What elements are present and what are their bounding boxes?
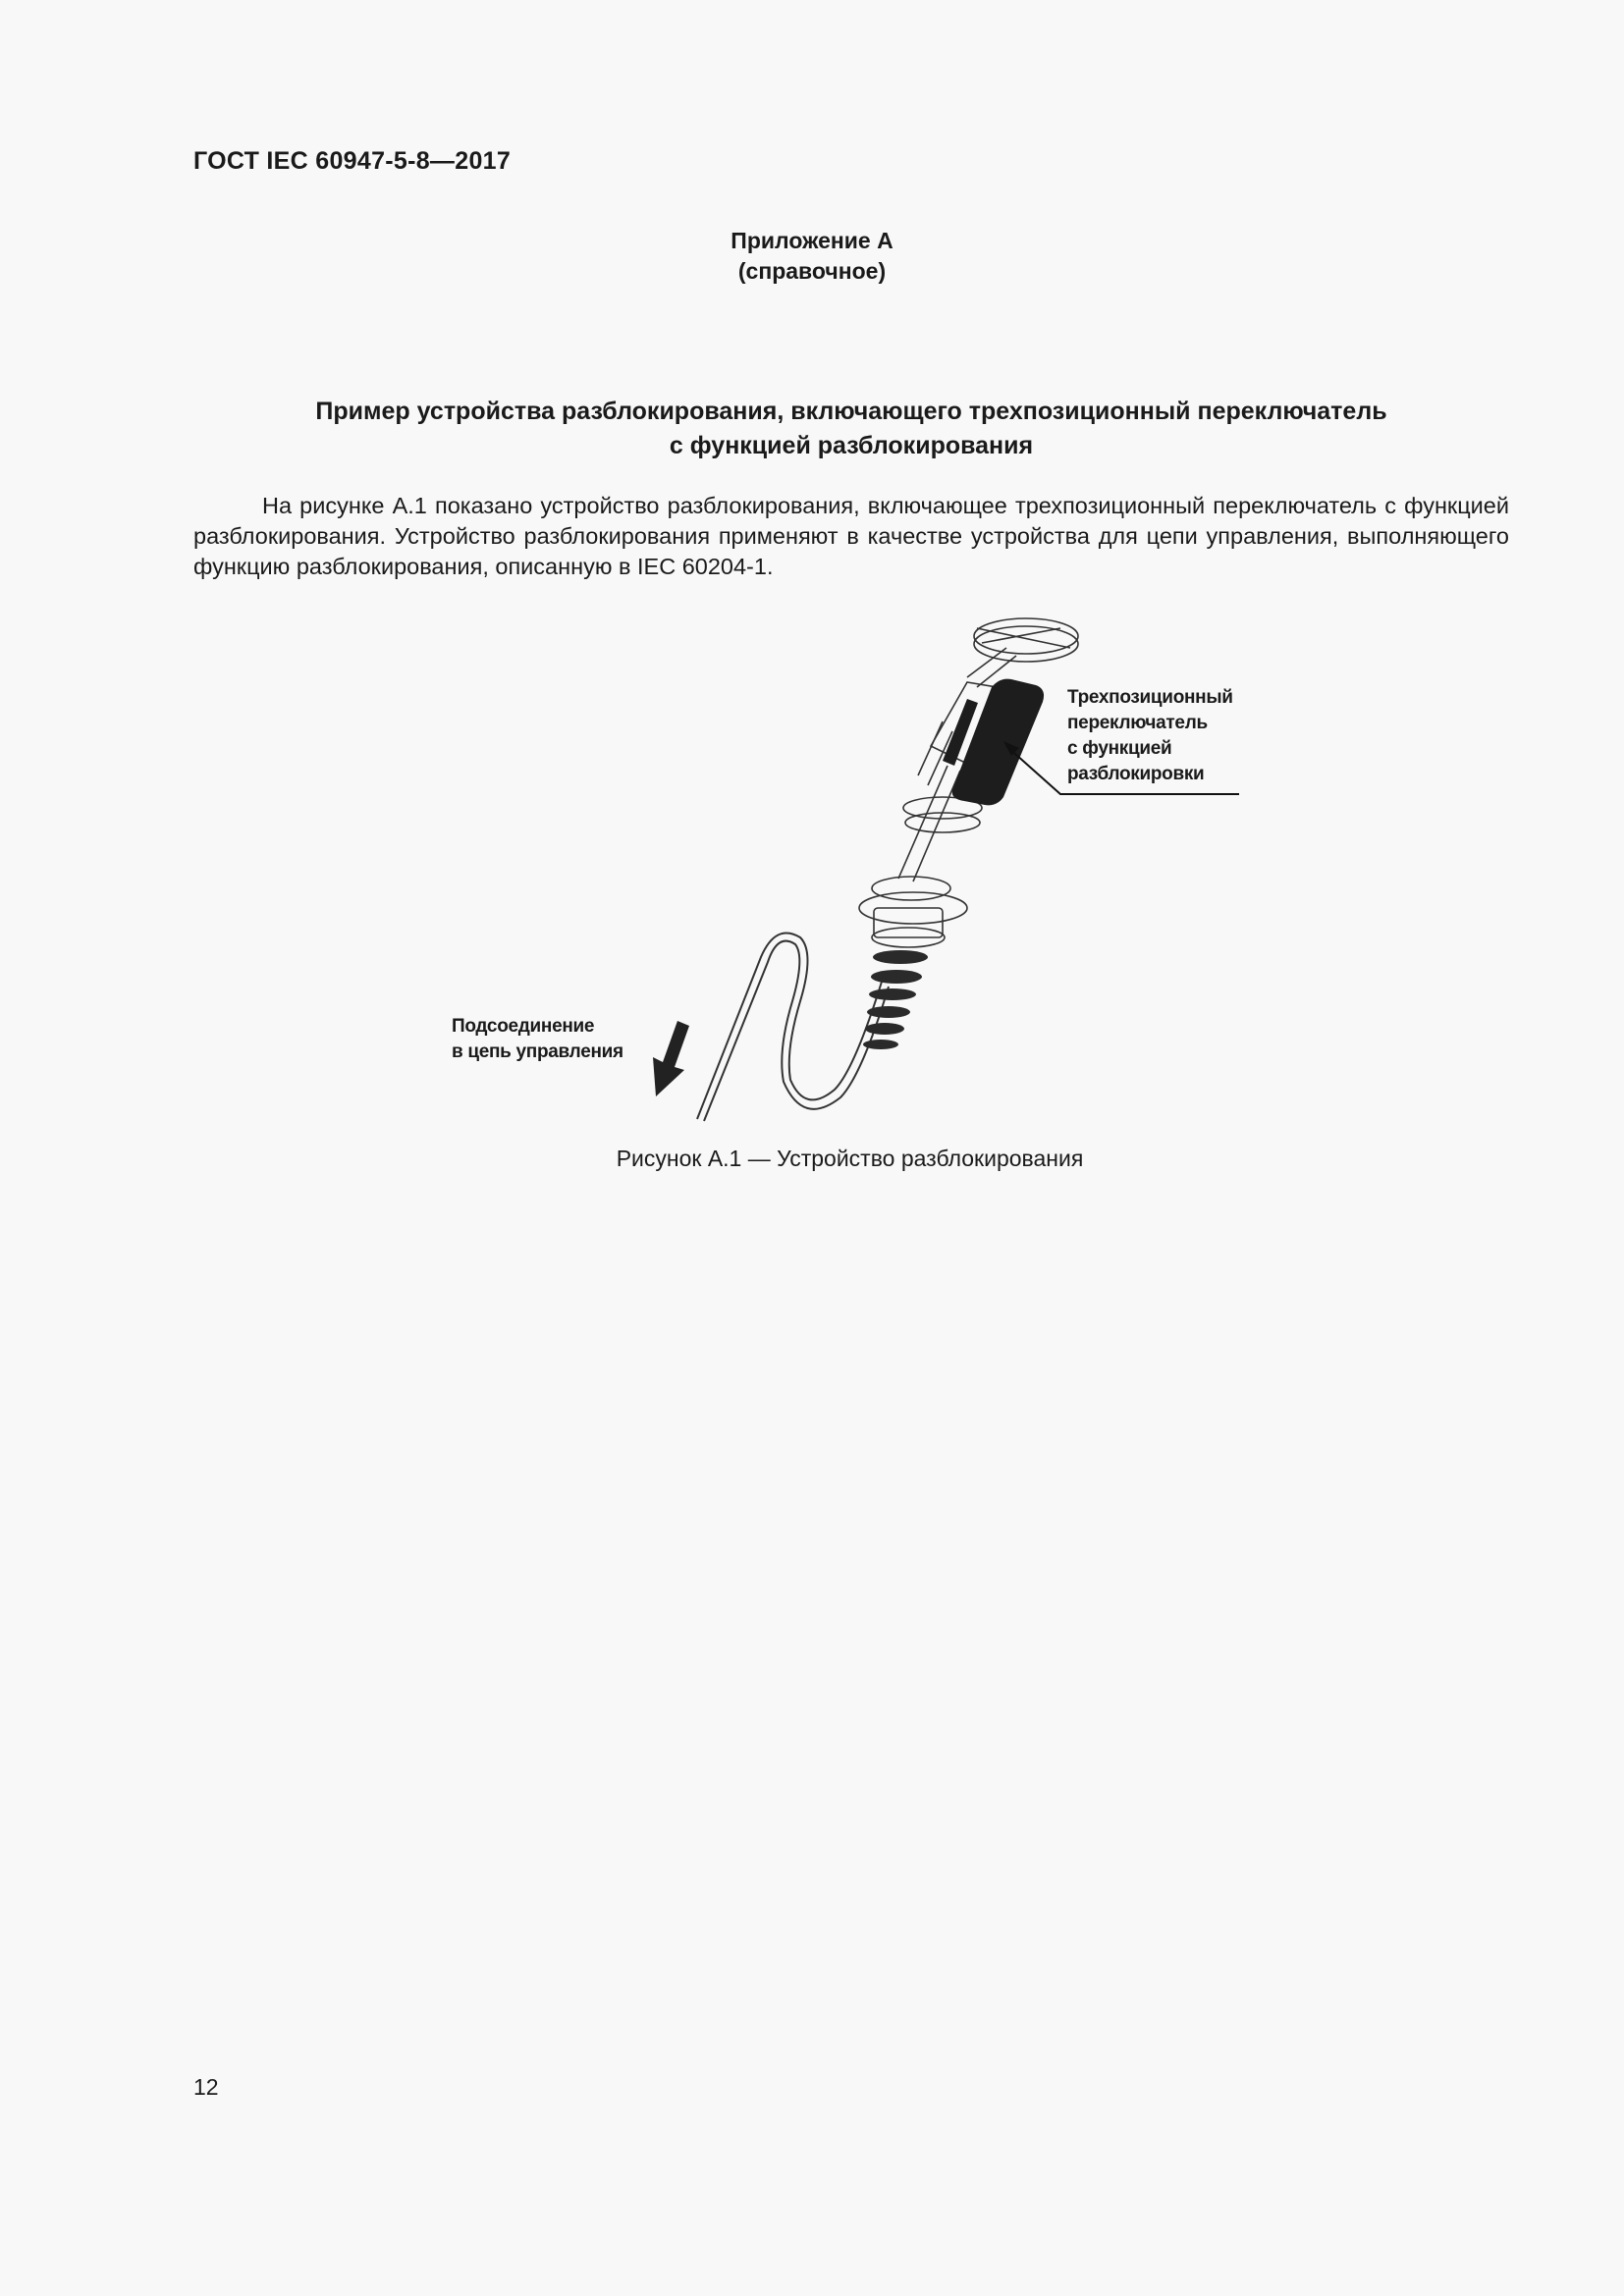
section-heading-line1: Пример устройства разблокирования, включающего трехпозиционный переключатель: [315, 398, 1387, 425]
annex-title-block: [0, 226, 1624, 287]
section-heading: [193, 395, 1509, 463]
figure-caption: Рисунок А.1 — Устройство разблокирования: [616, 1146, 1084, 1171]
unlock-device-figure: [589, 589, 1276, 1139]
connection-callout: [452, 1014, 623, 1065]
connection-callout-line: Подсоединение: [452, 1016, 595, 1037]
standard-designation: ГОСТ IEC 60947-5-8—2017: [193, 147, 512, 175]
connection-arrow-icon: [653, 1021, 689, 1096]
connection-callout-line: в цепь управления: [452, 1041, 623, 1062]
page-number: 12: [193, 2074, 219, 2100]
switch-callout-line: переключатель: [1067, 713, 1208, 733]
annex-kind: (справочное): [737, 258, 887, 284]
switch-callout-line: разблокировки: [1067, 764, 1205, 784]
intro-paragraph: На рисунке А.1 показано устройство разблокирования, включающее трехпозиционный переключатель с функцией разблокирования. Устройство разблокирования применяют в качестве устройства для цепи управления, выполняющего функцию разблокирования, описанную в IEC 60204-1.: [193, 493, 1509, 579]
annex-title: Приложение А: [731, 228, 893, 253]
switch-callout-line: с функцией: [1067, 738, 1172, 759]
switch-callout: [1067, 685, 1233, 787]
section-heading-line2: с функцией разблокирования: [669, 432, 1034, 459]
switch-callout-line: Трехпозиционный: [1067, 687, 1233, 708]
